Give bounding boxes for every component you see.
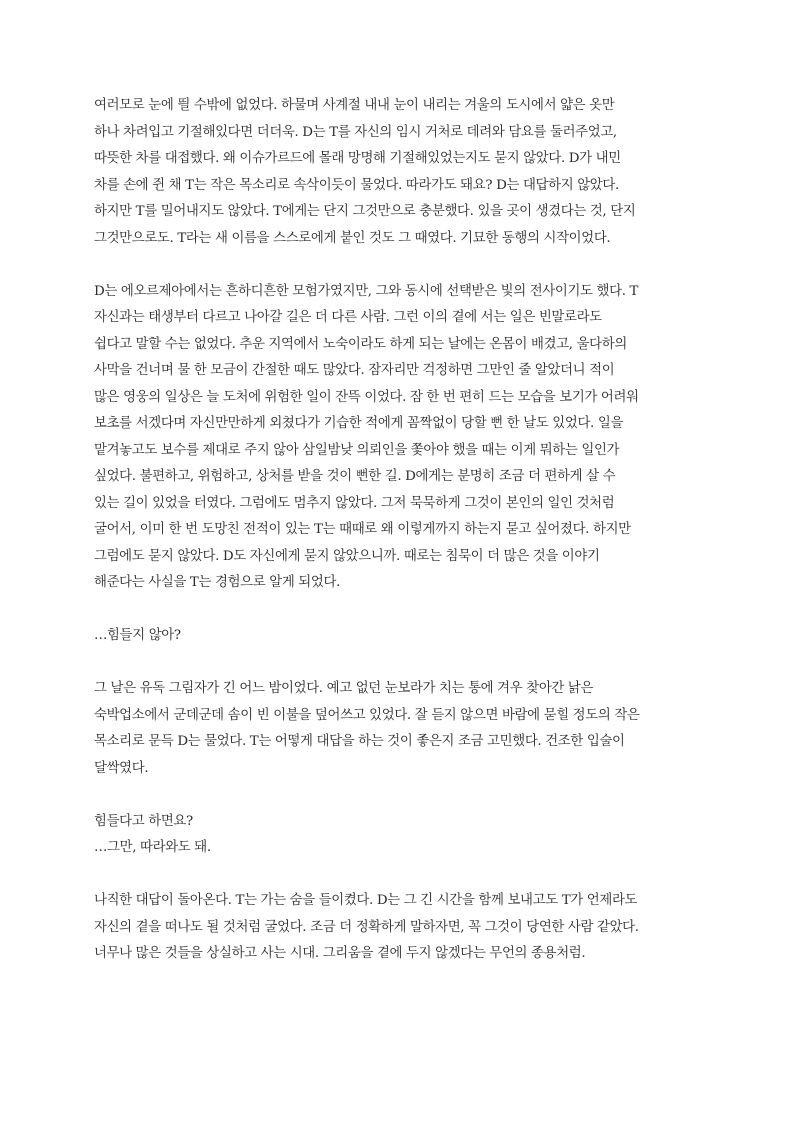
text-line: 너무나 많은 것들을 상실하고 사는 시대. 그리움을 곁에 두지 않겠다는 무언의 종용처럼. bbox=[94, 946, 586, 961]
text-line: 그것만으로도. T라는 새 이름을 스스로에게 붙인 것도 그 때였다. 기묘한 동행의 시작이었다. bbox=[94, 230, 611, 246]
text-line: 사막을 건너며 물 한 모금이 간절한 때도 많았다. 잠자리만 걱정하면 그만인 줄 알았더니 적이 bbox=[94, 363, 615, 378]
text-line: 자신과는 태생부터 다르고 나아갈 길은 더 다른 사람. 그런 이의 곁에 서는 일은 빈말로라도 bbox=[94, 310, 602, 325]
text-line: 그럼에도 묻지 않았다. D도 자신에게 묻지 않았으니까. 때로는 침묵이 더 많은 것을 이야기 bbox=[94, 548, 600, 564]
text-line: 그 날은 유독 그림자가 긴 어느 밤이었다. 예고 없던 눈보라가 치는 통에 겨우 찾아간 낡은 bbox=[94, 681, 594, 696]
text-line: 싶었다. 불편하고, 위험하고, 상처를 받을 것이 뻔한 길. D에게는 분명히 조금 더 편하게 살 수 bbox=[94, 469, 616, 484]
text-line: …힘들지 않아? bbox=[94, 628, 181, 643]
text-line: 보초를 서겠다며 자신만만하게 외쳤다가 기습한 적에게 꼼짝없이 당할 뻔 한 날도 있었다. 일을 bbox=[94, 416, 624, 431]
paragraph-gap bbox=[94, 862, 720, 889]
text-line: 하지만 T를 밀어내지도 않았다. T에게는 단지 그것만으로 충분했다. 있을 곳이 생겼다는 것, 단지 bbox=[94, 204, 636, 219]
text-line: 맡겨놓고도 보수를 제대로 주지 않아 삼일밤낮 의뢰인을 쫓아야 했을 때는 이게 뭐하는 일인가 bbox=[94, 442, 620, 458]
paragraph-gap bbox=[94, 650, 720, 677]
text-line: 숙박업소에서 군데군데 솜이 빈 이불을 덮어쓰고 있었다. 잘 듣지 않으면 바람에 묻힐 정도의 작은 bbox=[94, 707, 640, 723]
text-line: 달싹였다. bbox=[94, 760, 149, 776]
text-line: D는 에오르제아에서는 흔하디흔한 모험가였지만, 그와 동시에 선택받은 빛의 전사이기도 했다. T bbox=[94, 283, 639, 299]
text-line: 쉽다고 말할 수는 없었다. 추운 지역에서 노숙이라도 하게 되는 날에는 온몸이 배겼고, 울다하의 bbox=[94, 336, 627, 352]
text-line: 힘들다고 하면요? bbox=[94, 813, 193, 829]
document-body bbox=[94, 93, 720, 968]
text-line: 따뜻한 차를 대접했다. 왜 이슈가르드에 몰래 망명해 기절해있었는지도 묻지 않았다. D가 내민 bbox=[94, 151, 621, 166]
paragraph-gap bbox=[94, 782, 720, 809]
text-line: 많은 영웅의 일상은 늘 도처에 위험한 일이 잔뜩 이었다. 잠 한 번 편히 드는 모습을 보기가 어려워 bbox=[94, 389, 639, 405]
text-line: 자신의 곁을 떠나도 될 것처럼 굴었다. 조금 더 정확하게 말하자면, 꼭 그것이 당연한 사람 같았다. bbox=[94, 919, 639, 935]
text-line: 있는 길이 있었을 터였다. 그럼에도 멈추지 않았다. 그저 묵묵하게 그것이 본인의 일인 것처럼 bbox=[94, 495, 615, 511]
text-line: 해준다는 사실을 T는 경험으로 알게 되었다. bbox=[94, 575, 340, 590]
text-line: 나직한 대답이 돌아온다. T는 가는 숨을 들이켰다. D는 그 긴 시간을 함께 보내고도 T가 언제라도 bbox=[94, 893, 638, 908]
text-line: 하나 차려입고 기절해있다면 더더욱. D는 T를 자신의 임시 거처로 데려와 담요를 둘러주었고, bbox=[94, 124, 617, 140]
paragraph-gap bbox=[94, 252, 720, 279]
text-line: 목소리로 문득 D는 물었다. T는 어떻게 대답을 하는 것이 좋은지 조금 고민했다. 건조한 입술이 bbox=[94, 734, 625, 749]
paragraph-gap bbox=[94, 597, 720, 624]
text-line: 차를 손에 쥔 채 T는 작은 목소리로 속삭이듯이 물었다. 따라가도 돼요? D는 대답하지 않았다. bbox=[94, 177, 619, 193]
text-line: 여러모로 눈에 띌 수밖에 없었다. 하물며 사계절 내내 눈이 내리는 겨울의 도시에서 얇은 옷만 bbox=[94, 98, 615, 113]
text-line: 굴어서, 이미 한 번 도망친 전적이 있는 T는 때때로 왜 이렇게까지 하는지 묻고 싶어졌다. 하지만 bbox=[94, 522, 631, 537]
text-line: …그만, 따라와도 돼. bbox=[94, 840, 211, 855]
